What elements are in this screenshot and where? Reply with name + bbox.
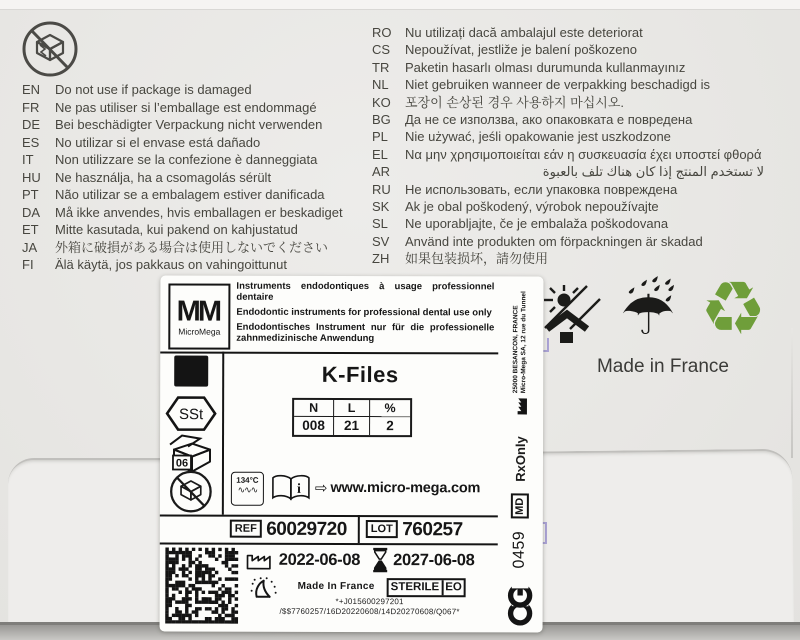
warning-text: Não utilizar se a embalagem estiver danificada xyxy=(55,187,325,202)
language-code: BG xyxy=(372,112,391,128)
manufacture-date-icon xyxy=(245,548,273,572)
keep-away-from-sunlight-icon xyxy=(541,284,603,346)
code-line-2: /$$7760257/16D20220608/14D20270608/Q067* xyxy=(279,606,460,617)
manufacturer-name: Micro-Mega SA, 12 rue du Tunnel xyxy=(520,291,528,394)
lot-number: 760257 xyxy=(402,519,463,541)
warning-row xyxy=(372,198,776,215)
sterile-eo-badge xyxy=(387,578,466,597)
svg-text:i: i xyxy=(296,481,301,497)
spec-header-pct: % xyxy=(369,400,410,417)
warning-row xyxy=(372,41,776,58)
website-row xyxy=(315,479,480,497)
warning-row xyxy=(372,111,776,128)
warning-list-left xyxy=(22,81,362,274)
warning-row xyxy=(372,215,776,232)
warning-text: Nepoužívat, jestliže je balení poškozeno xyxy=(405,42,637,58)
package-flap-left xyxy=(8,458,160,626)
warning-text: Nu utilizați dacă ambalajul este deteriorat xyxy=(405,25,643,40)
warning-row xyxy=(22,81,362,99)
black-square-icon xyxy=(174,356,208,387)
warning-text: Не использовать, если упаковка повреждена xyxy=(405,181,678,197)
language-code: ES xyxy=(22,134,40,150)
warning-row xyxy=(372,181,776,198)
notified-body-number: 0459 xyxy=(510,530,528,569)
warning-row xyxy=(22,116,362,134)
description-en: Endodontic instruments for professional dental use only xyxy=(236,306,492,319)
language-code: RU xyxy=(372,181,391,197)
package-flap-right xyxy=(542,449,794,628)
spec-value-pct: 2 xyxy=(369,417,410,435)
warning-text: No utilizar si el envase está dañado xyxy=(55,134,261,150)
manufacture-date: 2022-06-08 xyxy=(278,550,361,569)
logo-brand-name: MicroMega xyxy=(178,326,221,337)
dates-row xyxy=(245,547,475,574)
recycle-icon: ♻ xyxy=(700,266,767,352)
warning-row xyxy=(22,204,362,222)
language-code: SV xyxy=(372,233,390,249)
spec-table xyxy=(292,398,412,437)
medical-device-symbol: MD xyxy=(511,494,529,519)
product-name: K-Files xyxy=(321,361,399,388)
warning-row xyxy=(22,221,362,239)
autoclavable-134c-icon xyxy=(231,472,264,506)
consult-instructions-icon xyxy=(270,474,312,504)
warning-text: Ne használja, ha a csomagolás sérült xyxy=(55,169,272,185)
stainless-steel-icon xyxy=(163,395,219,433)
warning-row xyxy=(372,233,776,250)
logo-mm: MM xyxy=(176,295,220,328)
warning-text: 如果包装损坏，請勿使用 xyxy=(405,251,549,267)
rx-only-text: RxOnly xyxy=(512,436,528,482)
language-code: EL xyxy=(372,146,388,162)
language-code: NL xyxy=(372,77,389,93)
warning-text: Ne pas utiliser si l’emballage est endommagé xyxy=(55,99,317,115)
warning-text: Ak je obal poškodený, výrobok nepoužívajte xyxy=(405,199,659,215)
warning-row xyxy=(22,134,362,152)
ce-mark xyxy=(505,576,534,626)
language-code: FR xyxy=(22,99,40,115)
warning-row xyxy=(372,128,776,145)
arrow-icon: ⇨ xyxy=(314,479,328,497)
language-code: ET xyxy=(22,222,39,237)
warning-text: Non utilizzare se la confezione è danneggiata xyxy=(55,152,318,167)
spec-header-l: L xyxy=(333,400,369,417)
warning-text: لا تستخدم المنتج إذا كان هناك تلف بالعبوة xyxy=(542,164,764,180)
warning-row xyxy=(372,146,776,163)
website-url: www.micro-mega.com xyxy=(330,479,481,497)
warning-row xyxy=(22,99,362,117)
ref-number: 60029720 xyxy=(266,518,347,540)
language-code: KO xyxy=(372,94,391,110)
do-not-use-if-damaged-icon xyxy=(169,470,213,514)
expiry-date: 2027-06-08 xyxy=(393,550,475,569)
warning-row xyxy=(22,151,362,169)
warning-text: Älä käytä, jos pakkaus on vahingoittunut xyxy=(55,257,287,272)
manufacturer-address xyxy=(512,291,528,393)
language-code: HU xyxy=(22,169,41,185)
language-code: SK xyxy=(372,199,390,215)
keep-dry-icon: ☔ xyxy=(620,276,676,349)
warning-text: Nie używać, jeśli opakowanie jest uszkodzone xyxy=(405,129,671,145)
language-code: CS xyxy=(372,42,391,58)
warning-text: Må ikke anvendes, hvis emballagen er beskadiget xyxy=(55,204,343,220)
ref-symbol: REF xyxy=(230,520,262,538)
ref-row xyxy=(230,519,347,541)
micromega-logo xyxy=(168,284,230,350)
warning-list-right xyxy=(372,24,776,268)
language-code: PT xyxy=(22,187,39,202)
warning-row xyxy=(372,94,776,111)
sterile-method: EO xyxy=(441,580,464,595)
warning-row xyxy=(372,76,776,93)
package-top-edge xyxy=(0,0,800,10)
rule xyxy=(160,542,498,545)
warning-text: Niet gebruiken wanneer de verpakking beschadigd is xyxy=(405,77,710,93)
product-label xyxy=(160,275,544,632)
spec-value-n: 008 xyxy=(302,417,325,433)
description-fr: Instruments endodontiques à usage professionnel dentaire xyxy=(236,280,495,303)
product-descriptions xyxy=(236,281,494,349)
rule xyxy=(358,515,360,543)
svg-text:SSt: SSt xyxy=(178,406,204,424)
warning-text: Mitte kasutada, kui pakend on kahjustatud xyxy=(55,222,298,237)
rule xyxy=(160,351,498,354)
lot-symbol: LOT xyxy=(366,520,398,538)
svg-text:06: 06 xyxy=(175,457,189,470)
code-line-1: *+J015600297201 xyxy=(335,596,404,607)
autoclave-temp: 134°C xyxy=(236,475,259,485)
package-right-fold xyxy=(791,328,793,458)
warning-text: Använd inte produkten om förpackningen är skadad xyxy=(405,233,703,249)
language-code: SL xyxy=(372,216,388,232)
spec-header-n: N xyxy=(294,400,333,417)
sterile-text: STERILE xyxy=(390,581,440,594)
warning-row xyxy=(22,169,362,187)
description-de: Endodontisches Instrument nur für die professionelle zahnmedizinische Anwendung xyxy=(236,321,495,345)
rule xyxy=(160,514,498,517)
autoclave-wave: ∿∿∿ xyxy=(237,484,258,495)
warning-text: Do not use if package is damaged xyxy=(55,82,252,97)
warning-row xyxy=(372,163,776,180)
do-not-use-if-damaged-icon xyxy=(21,20,79,78)
language-code: TR xyxy=(372,59,390,75)
warning-text: Ne uporabljajte, če je embalaža poškodovana xyxy=(405,216,669,232)
language-code: DE xyxy=(22,117,41,132)
manufacturer-city: 25000 BESANCON, FRANCE xyxy=(512,305,520,394)
warning-row xyxy=(372,24,776,41)
warning-row xyxy=(22,239,362,257)
expiry-date-icon xyxy=(372,547,389,573)
tracking-codes xyxy=(220,597,520,618)
language-code: DA xyxy=(22,204,41,220)
label-vertical-column xyxy=(497,276,544,632)
manufacturer-block xyxy=(512,291,529,416)
language-code: AR xyxy=(372,164,391,180)
lot-row xyxy=(366,519,463,541)
warning-row xyxy=(22,256,362,274)
warning-text: Bei beschädigter Verpackung nicht verwenden xyxy=(55,117,323,132)
language-code: PL xyxy=(372,129,388,145)
warning-text: 外箱に破損がある場合は使用しないでください xyxy=(55,239,329,255)
language-code: FI xyxy=(22,257,34,272)
language-code: IT xyxy=(22,152,34,167)
language-code: RO xyxy=(372,25,392,40)
made-in-france-label: Made In France xyxy=(297,580,375,593)
language-code: JA xyxy=(22,239,38,255)
warning-row xyxy=(22,186,362,204)
made-in-france-text: Made in France xyxy=(596,356,729,377)
language-code: EN xyxy=(22,82,41,97)
warning-text: Да не се използва, ако опаковката е повредена xyxy=(405,112,693,128)
warning-text: Paketin hasarlı olması durumunda kullanmayınız xyxy=(405,59,686,75)
warning-text: Να μην χρησιμοποιείται εάν η συσκευασία έχει υποστεί φθορά xyxy=(405,146,762,162)
spec-value-l: 21 xyxy=(333,417,369,435)
language-code: ZH xyxy=(372,251,390,267)
manufacturer-icon xyxy=(512,396,529,416)
warning-row xyxy=(372,59,776,76)
warning-text: 포장이 손상된 경우 사용하지 마십시오. xyxy=(405,94,624,110)
